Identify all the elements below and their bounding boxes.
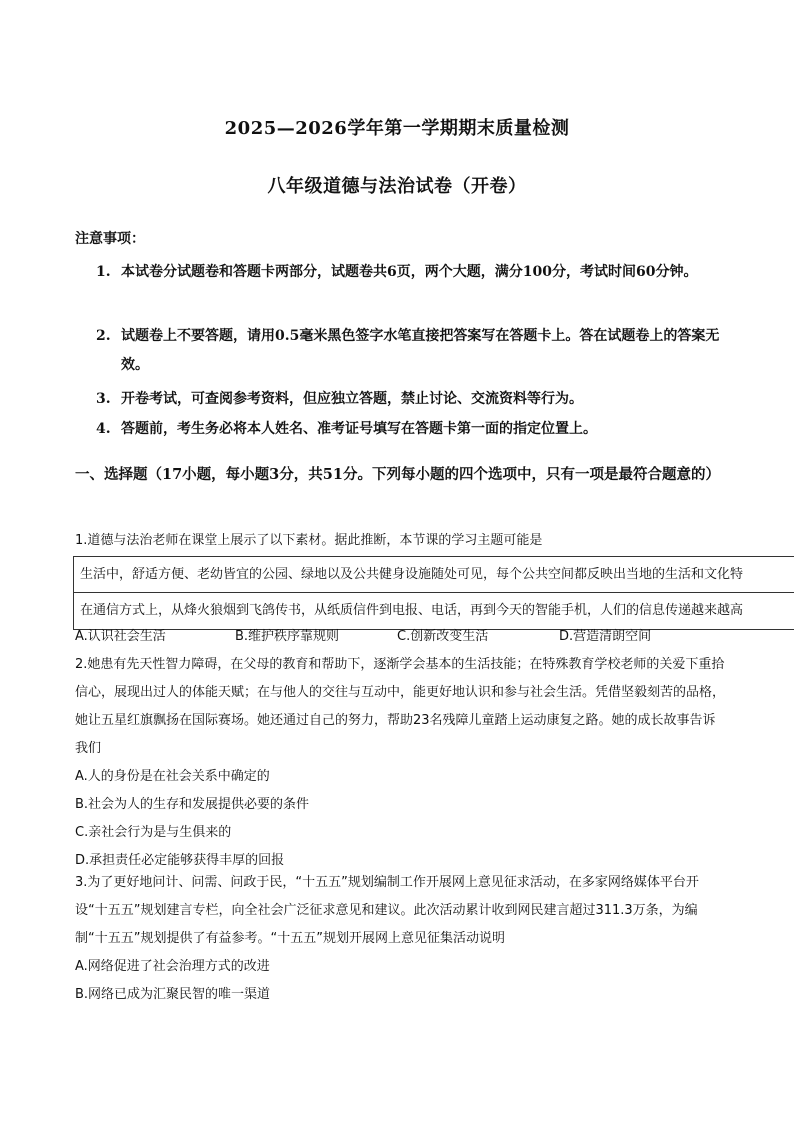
option-b: B.社会为人的生存和发展提供必要的条件	[75, 797, 310, 812]
notice-item-number: 3.	[96, 391, 111, 407]
option-b: B.维护秩序靠规则	[235, 629, 340, 644]
question-3-stem: 3.为了更好地问计、问需、问政于民，“十五五”规划编制工作开展网上意见征求活动，在多家网络媒体平台开设“十五五”规划建言专栏，向全社会广泛征求意见和建议。此次活动累计收到网民建言超过311.3万条，为编制“十五五”规划提供了有益参考。“十五五”规划开展网上意见征集活动说明	[75, 875, 699, 946]
question-3	[75, 869, 725, 1009]
notice-item-text: 本试卷分试题卷和答题卡两部分，试题卷共6页，两个大题，满分100分，考试时间60分钟。	[121, 264, 698, 280]
notice-item	[96, 385, 736, 414]
option-a: A.人的身份是在社会关系中确定的	[75, 769, 270, 784]
option-c: C.亲社会行为是与生俱来的	[75, 825, 232, 840]
question-1-stem: 1.道德与法治老师在课堂上展示了以下素材。据此推断，本节课的学习主题可能是	[75, 533, 543, 548]
notice-item-number: 1.	[96, 264, 111, 280]
question-2-stem: 2.她患有先天性智力障碍，在父母的教育和帮助下，逐渐学会基本的生活技能；在特殊教育学校老师的关爱下重拾信心，展现出过人的体能天赋；在与他人的交往与互动中，能更好地认识和参与社会生活。凭借坚毅刻苦的品格，她让五星红旗飘扬在国际赛场。她还通过自己的努力，帮助23名残障儿童踏上运动康复之路。她的成长故事告诉我们	[75, 657, 726, 756]
notice-item	[96, 415, 736, 444]
question-1-options	[75, 625, 725, 649]
material-row: 生活中，舒适方便、老幼皆宜的公园、绿地以及公共健身设施随处可见，每个公共空间都反映出当地的生活和文化特	[80, 567, 744, 582]
notice-heading: 注意事项：	[75, 231, 145, 247]
option-d: D.营造清朗空间	[559, 629, 652, 644]
option-a: A.认识社会生活	[75, 629, 166, 644]
notice-item	[96, 322, 736, 380]
material-table	[73, 556, 794, 630]
option-d: D.承担责任必定能够获得丰厚的回报	[75, 853, 285, 868]
exam-title: 2025—2026学年第一学期期末质量检测	[224, 118, 570, 139]
question-2	[75, 651, 725, 875]
notice-item-text: 答题前，考生务必将本人姓名、准考证号填写在答题卡第一面的指定位置上。	[121, 421, 597, 437]
section-heading: 一、选择题（17小题，每小题3分，共51分。下列每小题的四个选项中，只有一项是最符合题意的）	[75, 466, 720, 483]
notice-item-number: 2.	[96, 328, 111, 344]
notice-item	[96, 258, 736, 287]
notice-item-text: 试题卷上不要答题，请用0.5毫米黑色签字水笔直接把答案写在答题卡上。答在试题卷上的答案无效。	[121, 328, 720, 373]
notice-item-number: 4.	[96, 421, 111, 437]
exam-subtitle: 八年级道德与法治试卷（开卷）	[267, 176, 527, 197]
option-b: B.网络已成为汇聚民智的唯一渠道	[75, 987, 271, 1002]
option-a: A.网络促进了社会治理方式的改进	[75, 959, 270, 974]
notice-item-text: 开卷考试，可查阅参考资料，但应独立答题，禁止讨论、交流资料等行为。	[121, 391, 583, 407]
option-c: C.创新改变生活	[397, 629, 489, 644]
material-row: 在通信方式上，从烽火狼烟到飞鸽传书，从纸质信件到电报、电话，再到今天的智能手机，人们的信息传递越来越高	[74, 592, 794, 628]
